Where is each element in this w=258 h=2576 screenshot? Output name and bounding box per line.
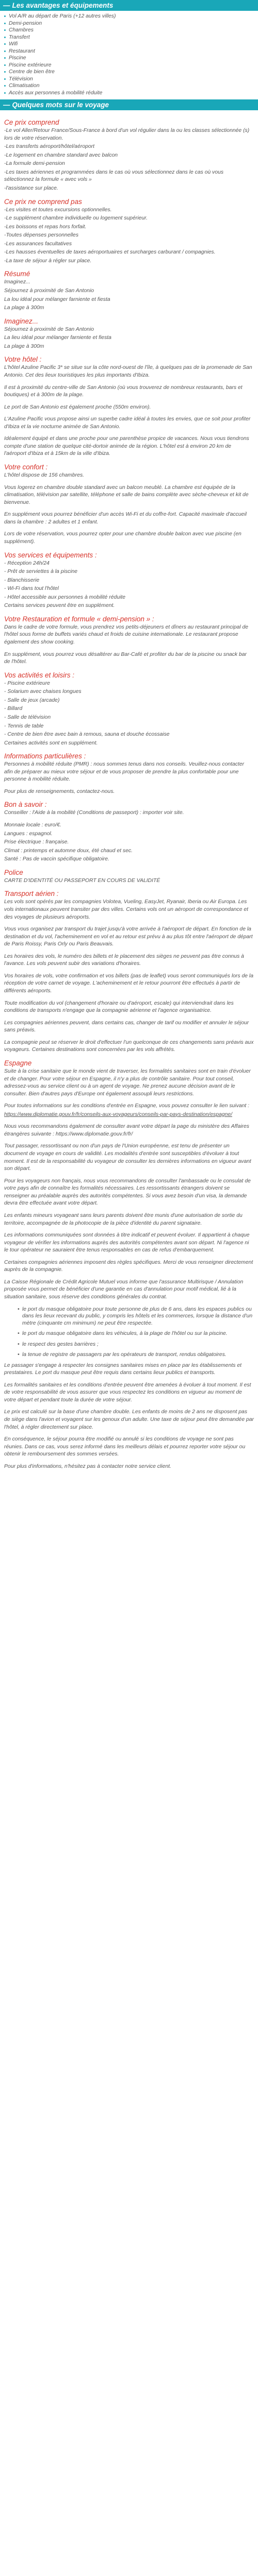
paragraph: Dans le cadre de votre formule, vous prendrez vos petits-déjeuners et dîners au restaurant principal de l'hôtel sous forme de buffets variés chaud et froids de cuisine internationale. Le restaurant propose également des show cooking. [4,624,249,645]
section-heading: Police [4,868,23,876]
paragraph: Imaginez... [4,279,30,285]
section-bon-a-savoir [4,801,254,863]
section-heading: Vos activités et loisirs : [4,671,75,679]
paragraph: - Hôtel accessible aux personnes à mobilité réduite [4,594,126,600]
paragraph: - Centre de bien être avec bain à remous, sauna et douche écossaise [4,732,170,738]
paragraph: - Prêt de serviettes à la piscine [4,569,78,575]
paragraph: Pour les voyageurs non français, nous vous recommandons de consulter l'ambassade ou le consulat de votre pays afin de connaître les formalités nécessaires. Les ressortissants étrangers doivent se renseigner au préalable auprès des autorités compétentes. Si vous avez besoin d'un visa, la demande devra être effectuée avant votre départ. [4,1178,251,1207]
paragraph: - Salle de télévision [4,714,51,720]
paragraph: Toute modification du vol (changement d'horaire ou d'aéroport, escale) qui interviendrait dans les conditions de transports n'engage que la compagnie aérienne et l'agence organisatrice. [4,1000,234,1014]
paragraph: Il est à proximité du centre-ville de San Antonio (où vous trouverez de nombreux restaurants, bars et boutiques) et à 300m de la plage. [4,384,243,398]
paragraph: Certains services peuvent être en supplément. [4,603,115,609]
paragraph: -Le logement en chambre standard avec balcon [4,152,118,158]
section-heading: Résumé [4,270,30,278]
paragraph: Les enfants mineurs voyageant sans leurs parents doivent être munis d'une autorisation de sortie du territoire, accompagnée de la photocopie de la pièce d'identité du parent signataire. [4,1212,243,1226]
paragraph: -Les taxes aériennes et programmées dans le cas où vous sélectionnez dans le cas où vous sélectionnez la formule « avec vols » [4,169,224,183]
paragraph: -Les transferts aéroport/hôtel/aéroport [4,144,95,150]
section-heading: Informations particulières : [4,752,86,760]
advantages-banner [0,0,258,11]
section-prix-ne-comprend-pas [4,198,254,265]
paragraph: Monnaie locale : euro/€. [4,822,61,828]
paragraph: La plage à 300m [4,305,44,311]
paragraph: -l'assistance sur place. [4,185,58,191]
paragraph: -Les boissons et repas hors forfait. [4,224,87,230]
paragraph: - Piscine extérieure [4,680,50,686]
paragraph: La plage à 300m [4,343,44,349]
section-police [4,869,254,885]
paragraph: En conséquence, le séjour pourra être modifié ou annulé si les conditions de voyage ne sont pas réunies. Dans ce cas, vous serez informé dans les meilleurs délais et pourrez reporter votre séjour ou obtenir le remboursement des sommes versées. [4,1436,246,1458]
paragraph: - Réception 24h/24 [4,560,50,566]
paragraph: La lieu idéal pour mélanger farniente et fiesta [4,335,111,341]
list-item: Piscine [4,55,258,62]
paragraph: En supplément vous pourrez bénéficier d'un accès Wi-Fi et du coffre-fort. Capacité maximale d'accueil dans la chambre : 2 adultes et 1 enfant. [4,512,247,525]
section-prix-comprend [4,118,254,193]
section-transport [4,890,254,1054]
paragraph: La compagnie peut se réserver le droit d'effectuer l'un quelconque de ces changements sans préavis aux voyageurs. Certaines destinations sont concernées par les vols affrétés. [4,1039,254,1053]
paragraph: Pour plus d'informations, n'hésitez pas à contacter notre service client. [4,1463,171,1469]
paragraph: Santé : Pas de vaccin spécifique obligatoire. [4,856,109,862]
section-heading: Vos services et équipements : [4,551,97,559]
paragraph: -Les assurances facultatives [4,241,72,247]
paragraph: L'hôtel dispose de 156 chambres. [4,472,85,478]
section-imaginez [4,317,254,351]
paragraph: Tout passager, ressortissant ou non d'un pays de l'Union européenne, est tenu de présenter un document de voyage en cours de validité. Les modalités d'entrée sont susceptibles d'évoluer à tout moment. Il est de la responsabilité du voyageur de consulter les dernières informations en vigueur avant son départ. [4,1143,251,1172]
paragraph: Le port de San Antonio est également proche (550m environ). [4,404,151,410]
paragraph: Les compagnies aériennes peuvent, dans certains cas, changer de tarif ou modifier et annuler le séjour sans préavis. [4,1020,249,1033]
paragraph: Langues : espagnol. [4,831,53,837]
dash-icon: — [3,101,10,109]
paragraph: - Billard [4,706,23,712]
paragraph: Idéalement équipé et dans une proche pour une parenthèse propice de vacances. Nous vous tiendrons compte d'une station de quelque cité-dortoir animée de la région. L'hôtel est à environ 20 km de l'aéroport d'Ibiza et à 15km de la ville d'Ibiza. [4,436,249,457]
section-espagne [4,1059,254,1470]
paragraph: - Tennis de table [4,723,44,729]
paragraph: Certaines compagnies aériennes imposent des règles spécifiques. Merci de vous renseigner directement auprès de la compagnie. [4,1259,253,1273]
list-item: Climatisation [4,82,258,90]
paragraph: Les vols sont opérés par les compagnies Volotea, Vueling, EasyJet, Ryanair, Iberia ou Air Europa. Les vols internationaux peuvent transiter par des villes. Certains vols ont un aéroport de correspondance et des voyages de plusieurs aéroports. [4,899,249,920]
paragraph: Personnes à mobilité réduite (PMR) : nous sommes tenus dans nos conseils. Veuillez-nous contacter afin de préparer au mieux votre séjour et de vous proposer de prendre la plus confortable pour une personne à mobilité réduite. [4,761,245,783]
section-services [4,551,254,610]
list-item: Chambres [4,27,258,34]
paragraph: Les formalités sanitaires et les conditions d'entrée peuvent être amenées à évoluer à tout moment. Il est de votre responsabilité de vous assurer que vous respectez les conditions en vigueur au moment de votre départ et pendant toute la durée de votre séjour. [4,1382,251,1403]
section-heading: Transport aérien : [4,890,59,898]
list-item: • le port du masque obligatoire pour toute personne de plus de 6 ans, dans les espaces publics ou dans les lieux recevant du public, y compris les hôtels et les commerces, lorsque la distance d'un mètre (cinquante cm minimum) ne peut être respectée. [18,1306,254,1327]
list-item: Transfert [4,34,258,41]
paragraph: Vous vous organisez par transport du trajet jusqu'à votre arrivée à l'aéroport de départ. En fonction de la destination et du vol, l'acheminement en vol et au retour est prévu à au plus tôt entre l'aéroport de départ de Paris Roissy, Paris Orly ou Paris Beauvais. [4,926,253,947]
paragraph: Nous vous recommandons également de consulter avant votre départ la page du ministère des Affaires étrangères suivante : https://www.diplomatie.gouv.fr/fr/ [4,1124,249,1137]
paragraph: -Les visites et toutes excursions optionnelles. [4,207,112,213]
paragraph: -Le vol Aller/Retour France/Sous-France à bord d'un vol régulier dans la ou les classes sélectionnée (s) lors de votre réservation. [4,128,250,141]
paragraph: La lou idéal pour mélanger farniente et fiesta [4,296,110,302]
details-content [0,110,258,1479]
list-item: Télévision [4,76,258,83]
paragraph: Séjournez à proximité de San Antonio [4,326,94,332]
list-item: Restaurant [4,48,258,55]
details-banner [0,99,258,110]
paragraph: En supplément, vous pourrez vous désaltérer au Bar-Café et profiter du bar de la piscine ou snack bar de l'hôtel. [4,651,247,665]
paragraph: Pour plus de renseignements, contactez-nous. [4,788,115,794]
paragraph: -La taxe de séjour à régler sur place. [4,258,92,264]
section-heading: Espagne [4,1059,32,1067]
section-heading: Ce prix comprend [4,118,59,126]
paragraph: -Le supplément chambre individuelle ou logement supérieur. [4,215,148,222]
list-item: Accès aux personnes à mobilité réduite [4,90,258,97]
list-item: Centre de bien être [4,69,258,76]
paragraph: Vous logerez en chambre double standard avec un balcon meublé. La chambre est équipée de la climatisation, télévision par satellite, téléphone et salle de bains complète avec sèche-cheveux et kit de bienvenue. [4,484,249,505]
paragraph: Le passager s'engage à respecter les consignes sanitaires mises en place par les établissements et prestataires. Le port du masque peut être requis dans certains lieux publics et transports. [4,1362,242,1376]
paragraph: - Wi-Fi dans tout l'hôtel [4,586,59,592]
paragraph: Les horaires des vols, le numéro des billets et le placement des sièges ne peuvent pas être connus à l'avance. Les vols peuvent subir des variations d'horaires. [4,953,244,967]
advantages-title: Les avantages et équipements [12,2,114,9]
measures-list [18,1306,254,1359]
section-restauration [4,615,254,666]
section-heading: Imaginez... [4,317,39,325]
advantages-list [4,13,258,96]
section-heading: Votre confort : [4,463,48,471]
list-item: Demi-pension [4,20,258,27]
section-heading: Bon à savoir : [4,801,47,809]
section-heading: Votre Restauration et formule « demi-pension » : [4,615,154,623]
list-item: Piscine extérieure [4,62,258,69]
paragraph: Le prix est calculé sur la base d'une chambre double. Les enfants de moins de 2 ans ne disposent pas de siège dans l'avion et voyagent sur les genoux d'un adulte. Une taxe de séjour peut être demandée par l'hôtel, à régler directement sur place. [4,1409,254,1430]
paragraph: Prise électrique : française. [4,839,69,845]
paragraph: L'hôtel Azuline Pacific 3* se situe sur la côte nord-ouest de l'île, à quelques pas de la promenade de San Antonio. Cet des lieux touristiques les plus importants d'Ibiza. [4,365,252,378]
section-votre-confort [4,463,254,546]
section-votre-hotel [4,355,254,458]
dash-icon: — [3,2,10,9]
paragraph: Lors de votre réservation, vous pourrez opter pour une chambre double balcon avec vue piscine (en supplément). [4,531,241,545]
paragraph: Suite à la crise sanitaire que le monde vient de traverser, les formalités sanitaires sont en train d'évoluer et de changer. Pour votre séjour en Espagne, il n'y a plus de contrôle sanitaire. Pour tout conseil, adressez-vous au service client ou à un agent de voyage. Ne prenez aucune décision avant de le consulter. Bien d'autres pays d'Europe ont également assoupli leurs restrictions. [4,1068,251,1097]
list-item: • la tenue de registre de passagers par les opérateurs de transport, rendus obligatoires. [18,1351,254,1359]
list-item: • le respect des gestes barrières ; [18,1341,254,1348]
list-item: Wifi [4,41,258,48]
paragraph: Conseiller : l'Aide à la mobilité (Conditions de passeport) : importer voir site. [4,810,184,816]
diplomatie-link[interactable]: https://www.diplomatie.gouv.fr/fr/conseils-aux-voyageurs/conseils-par-pays-destination/espagne/ [4,1111,233,1117]
paragraph: - Blanchisserie [4,577,40,583]
paragraph: -La formule demi-pension [4,161,65,167]
section-activites [4,671,254,748]
list-item: Vol A/R au départ de Paris (+12 autres villes) [4,13,258,20]
paragraph: Pour toutes informations sur les conditions d'entrée en Espagne, vous pouvez consulter le lien suivant : [4,1103,250,1109]
paragraph: Climat : printemps et automne doux, été chaud et sec. [4,848,133,854]
paragraph: Vos horaires de vols, votre confirmation et vos billets (pas de leaflet) vous seront communiqués lors de la réception de votre carnet de voyage. L'acheminement et le retour pourront être effectués à partir de différents aéroports. [4,973,254,994]
paragraph: L'Azuline Pacific vous propose ainsi un superbe cadre idéal à toutes les envies, que ce soit pour profiter d'Ibiza et la vie nocturne animée de San Antonio. [4,416,251,430]
details-title: Quelques mots sur le voyage [12,101,109,109]
section-heading: Votre hôtel : [4,355,42,364]
section-heading: Ce prix ne comprend pas [4,197,82,206]
paragraph: -Toutes dépenses personnelles [4,232,79,239]
paragraph: -Les hausses éventuelles de taxes aéroportuaires et surcharges carburant / compagnies. [4,249,216,256]
paragraph: La Caisse Régionale de Crédit Agricole Mutuel vous informe que l'assurance Multirisque / Annulation proposée vous permet de bénéficier d'une garantie en cas d'annulation pour motif médical, lié à la situation sanitaire, sous réserve des conditions générales du contrat. [4,1279,244,1300]
list-item: • le port du masque obligatoire dans les véhicules, à la plage de l'hôtel ou sur la piscine. [18,1330,254,1337]
paragraph: Les informations communiquées sont données à titre indicatif et peuvent évoluer. Il appartient à chaque voyageur de vérifier les informations auprès des autorités compétentes avant son départ. Ni l'agence ni le tour opérateur ne sauraient être tenus responsables en cas de refus d'embarquement. [4,1232,250,1253]
paragraph: Séjournez à proximité de San Antonio [4,288,94,294]
section-informations [4,752,254,795]
paragraph: - Salle de jeux (arcade) [4,697,60,703]
paragraph: - Solarium avec chaises longues [4,689,82,695]
section-resume [4,270,254,312]
paragraph: CARTE D'IDENTITÉ OU PASSEPORT EN COURS DE VALIDITÉ [4,877,160,884]
paragraph: Certaines activités sont en supplément. [4,740,98,746]
